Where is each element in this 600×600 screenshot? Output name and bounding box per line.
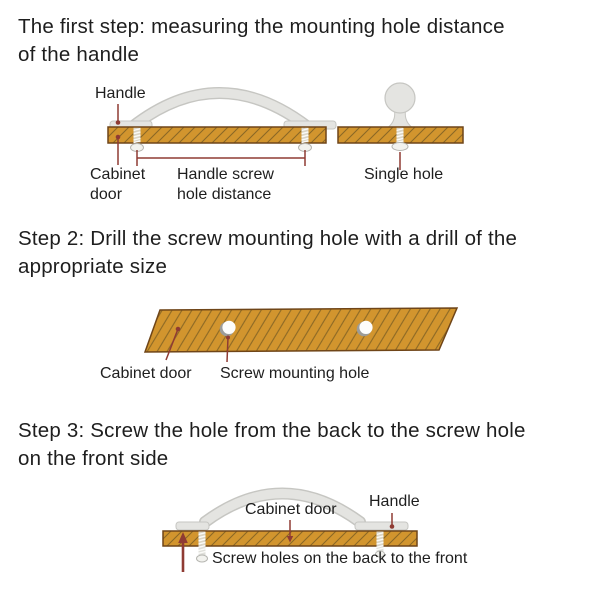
step3-heading-line2: on the front side bbox=[18, 447, 169, 470]
cabinet-door-label: Cabinet door bbox=[100, 365, 192, 382]
single-hole-label: Single hole bbox=[364, 166, 444, 183]
hole-distance-label: Handle screw hole distance bbox=[177, 166, 274, 203]
step1-heading-line2: of the handle bbox=[18, 43, 140, 66]
handle-pointer-line bbox=[390, 513, 395, 529]
step3-heading bbox=[18, 417, 526, 473]
cabinet-door-board bbox=[145, 308, 457, 352]
knob bbox=[385, 83, 415, 128]
cabinet-door-label: Cabinet door bbox=[90, 166, 146, 203]
handle-pointer-line bbox=[116, 104, 121, 125]
step2-heading-line2: appropriate size bbox=[18, 255, 168, 278]
step3-heading-line1: Step 3: Screw the hole from the back to the screw hole bbox=[18, 419, 526, 442]
step1-heading bbox=[18, 13, 505, 69]
dimension-line bbox=[137, 150, 305, 166]
cabinet-door-board bbox=[108, 127, 326, 143]
step1-heading-line1: The first step: measuring the mounting hole distance bbox=[18, 15, 505, 38]
cabinet-door-label: Cabinet door bbox=[245, 501, 337, 518]
screw-mounting-hole-label: Screw mounting hole bbox=[220, 365, 370, 382]
handle-label: Handle bbox=[95, 85, 146, 102]
step2-heading-line1: Step 2: Drill the screw mounting hole with a drill of the bbox=[18, 227, 518, 250]
step2-heading bbox=[18, 225, 517, 281]
screw-back-to-front-label: Screw holes on the back to the front bbox=[212, 550, 468, 567]
handle-label: Handle bbox=[369, 493, 420, 510]
